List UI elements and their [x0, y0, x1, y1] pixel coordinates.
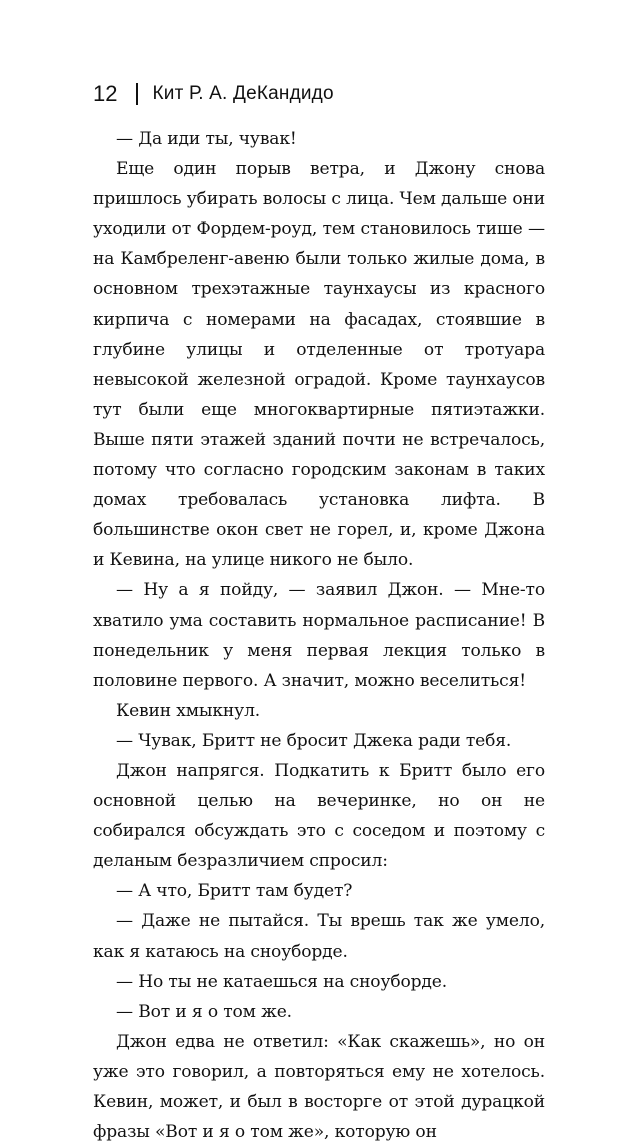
paragraph: — Вот и я о том же. [116, 1001, 292, 1022]
paragraph: Кевин хмыкнул. [116, 700, 261, 721]
paragraph: — Ну а я пойду, — заявил Джон. — Мне-то хватило ума составить нормальное расписание! В понедельник у меня первая лекция только в половине первого. А значит, можно веселиться! [93, 580, 545, 691]
paragraph: Джон едва не ответил: «Как скажешь», но он уже это говорил, а повторяться ему не хотелось. Кевин, может, и был в восторге от этой дурацкой фразы «Вот и я о том же», которую он [93, 1031, 545, 1143]
paragraph: — Чувак, Бритт не бросит Джека ради тебя. [116, 730, 512, 751]
paragraph: — Но ты не катаешься на сноуборде. [116, 971, 448, 992]
header-author: Кит Р. А. ДеКандидо [152, 83, 334, 104]
paragraph: — Да иди ты, чувак! [116, 129, 297, 149]
paragraph: Джон напрягся. Подкатить к Бритт было его основной целью на вечеринке, но он не собирался обсуждать это с соседом и поэтому с деланым безразличием спросил: [93, 760, 545, 872]
running-header [93, 79, 334, 109]
header-separator [136, 83, 138, 105]
paragraph: Еще один порыв ветра, и Джону снова пришлось убирать волосы с лица. Чем дальше они уходили от Фордем-роуд, тем становилось тише — на Камбреленг-авеню были только жилые дома, в основном трехэтажные таунхаусы из красного кирпича с номерами на фасадах, стоявшие в глубине улицы и отделенные от тротуара невысокой железной оградой. Кроме таунхаусов тут были еще многоквартирные пятиэтажки. Выше пяти этажей зданий почти не встречалось, потому что согласно городским законам в таких домах требовалась установка лифта. В большинстве окон свет не горел, и, кроме Джона и Кевина, на улице никого не было. [93, 159, 545, 571]
page-number: 12 [93, 81, 118, 106]
paragraph: — Даже не пытайся. Ты врешь так же умело, как я катаюсь на сноуборде. [93, 911, 545, 962]
body-text [93, 124, 545, 1147]
paragraph: — А что, Бритт там будет? [116, 881, 353, 902]
